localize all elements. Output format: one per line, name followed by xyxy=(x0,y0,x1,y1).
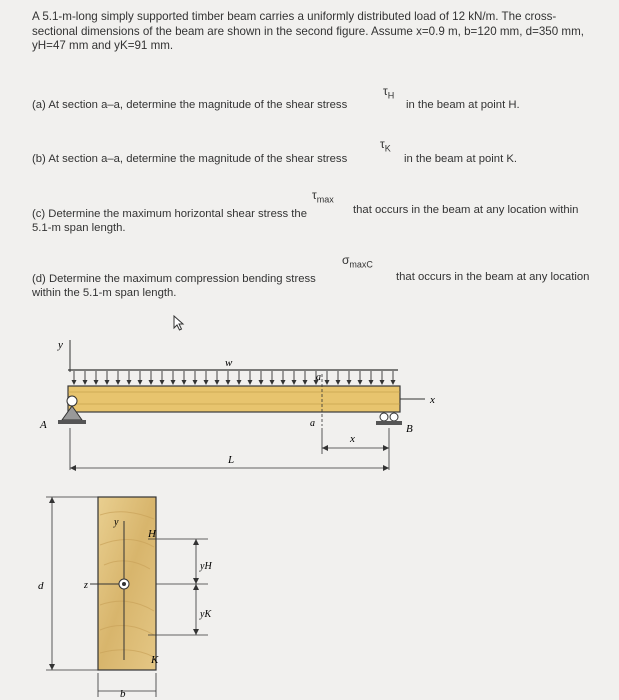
load-arrow-head xyxy=(215,380,220,385)
beam-body xyxy=(68,386,400,412)
load-arrow-head xyxy=(292,380,297,385)
yk-dim-arrow-bottom xyxy=(193,629,199,635)
centroid-dot xyxy=(122,582,126,586)
yk-dim-arrow-top xyxy=(193,584,199,590)
y-axis-label: y xyxy=(58,339,63,351)
load-arrow-head xyxy=(248,380,253,385)
x-dim-arrow-left xyxy=(322,445,328,451)
roller-support-b xyxy=(390,413,398,421)
question-c-text: (c) Determine the maximum horizontal shear stress the 5.1-m span length. xyxy=(32,208,307,234)
question-a-symbol: $\tau_H$ xyxy=(383,84,395,101)
load-arrow-head xyxy=(270,380,275,385)
ground-a xyxy=(58,420,86,424)
load-arrow-head xyxy=(171,380,176,385)
question-b-text: (b) At section a–a, determine the magnitude of the shear stress xyxy=(32,153,348,165)
beam-figure xyxy=(0,330,619,480)
load-arrow-head xyxy=(237,380,242,385)
section-a-bottom-label: a xyxy=(310,418,315,429)
question-b-symbol: $\tau_K$ xyxy=(380,137,391,154)
yh-dim-arrow-bottom xyxy=(193,578,199,584)
problem-statement: A 5.1-m-long simply supported timber beam carries a uniformly distributed load of 12 kN/m. The cross-sectional dimensions of the beam are shown in the second figure. Assume x=0.9 m, b=120 mm, d=350 mm, yH=47 mm and yK=91 mm. xyxy=(32,10,584,52)
yk-dim-label: yK xyxy=(200,609,212,620)
support-b-label: B xyxy=(406,423,413,435)
x-axis-label: x xyxy=(430,394,435,406)
section-z-label: z xyxy=(84,580,88,591)
question-c-suffix: that occurs in the beam at any location within xyxy=(353,204,579,216)
question-b-suffix: in the beam at point K. xyxy=(404,153,518,165)
d-dim-arrow-bottom xyxy=(49,664,55,670)
section-y-label: y xyxy=(114,517,119,528)
load-arrow-head xyxy=(380,380,385,385)
load-arrow-head xyxy=(336,380,341,385)
load-arrow-head xyxy=(325,380,330,385)
x-dim-arrow-right xyxy=(383,445,389,451)
load-arrow-head xyxy=(160,380,165,385)
load-arrow-head xyxy=(391,380,396,385)
question-c-symbol: $\tau_{max}$ xyxy=(312,188,334,205)
load-arrow-head xyxy=(303,380,308,385)
l-dim-arrow-left xyxy=(70,465,76,471)
roller-support-b xyxy=(380,413,388,421)
load-arrow-head xyxy=(226,380,231,385)
x-dim-label: x xyxy=(350,433,355,445)
load-arrow-head xyxy=(259,380,264,385)
support-a-label: A xyxy=(40,419,47,431)
distributed-load-arrows xyxy=(72,371,396,385)
question-d-symbol: $\sigma_{maxC}$ xyxy=(342,253,373,270)
load-arrow-head xyxy=(94,380,99,385)
l-dim-arrow-right xyxy=(383,465,389,471)
pin-support-a xyxy=(67,396,77,406)
question-a-text: (a) At section a–a, determine the magnitude of the shear stress xyxy=(32,99,348,111)
load-arrow-head xyxy=(193,380,198,385)
b-dim-label: b xyxy=(120,688,126,700)
load-arrow-head xyxy=(281,380,286,385)
cross-section-figure xyxy=(0,485,619,700)
load-arrow-head xyxy=(182,380,187,385)
point-k-label: K xyxy=(151,654,159,666)
l-dim-label: L xyxy=(228,454,235,466)
load-arrow-head xyxy=(127,380,132,385)
load-arrow-head xyxy=(369,380,374,385)
load-arrow-head xyxy=(83,380,88,385)
load-label-w: w xyxy=(225,357,233,369)
load-arrow-head xyxy=(138,380,143,385)
yh-dim-label: yH xyxy=(200,561,212,572)
load-arrow-head xyxy=(358,380,363,385)
load-arrow-head xyxy=(347,380,352,385)
load-arrow-head xyxy=(105,380,110,385)
ground-b xyxy=(376,421,402,425)
d-dim-arrow-top xyxy=(49,497,55,503)
section-a-top-label: a xyxy=(316,372,321,383)
load-arrow-head xyxy=(149,380,154,385)
load-arrow-head xyxy=(72,380,77,385)
yh-dim-arrow-top xyxy=(193,539,199,545)
question-a-suffix: in the beam at point H. xyxy=(406,99,520,111)
question-d-text: (d) Determine the maximum compression bending stress within the 5.1-m span length. xyxy=(32,273,316,299)
mouse-cursor-icon xyxy=(172,315,186,331)
load-arrow-head xyxy=(204,380,209,385)
question-d-suffix: that occurs in the beam at any location xyxy=(396,271,590,283)
d-dim-label: d xyxy=(38,580,44,592)
load-arrow-head xyxy=(116,380,121,385)
point-h-label: H xyxy=(148,528,156,540)
